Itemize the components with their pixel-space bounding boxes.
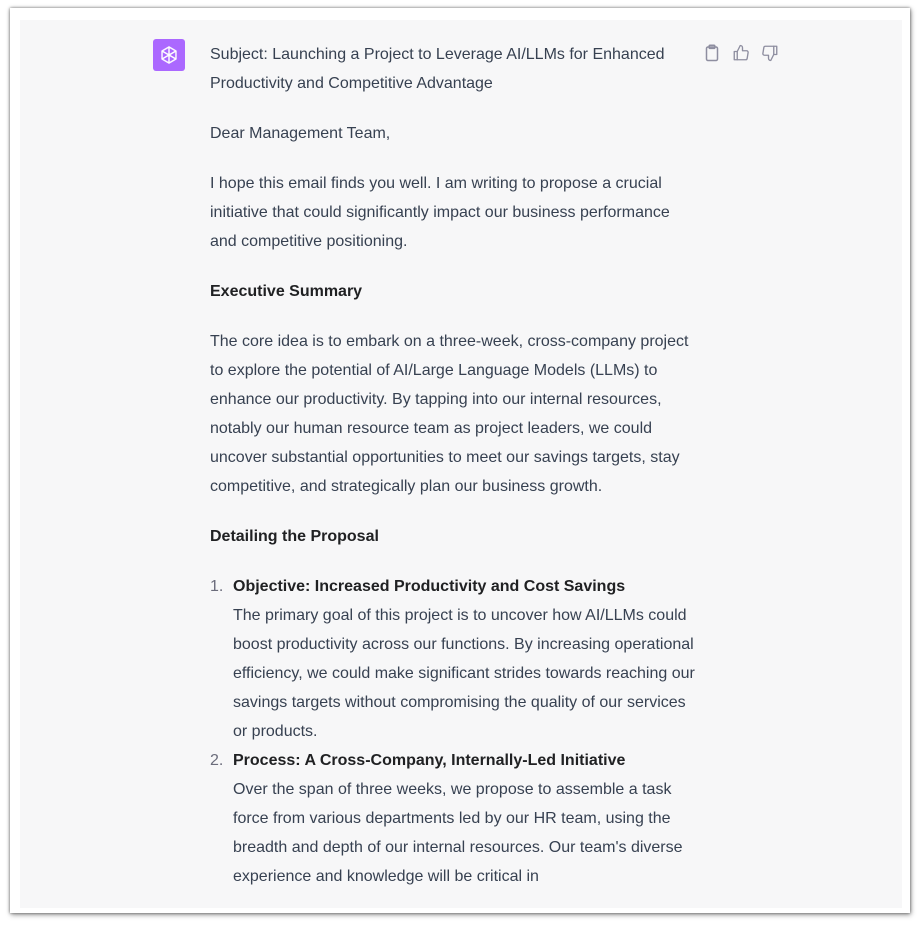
list-item-title: Objective: Increased Productivity and Cost Savings bbox=[233, 578, 626, 595]
screenshot-frame bbox=[10, 8, 910, 913]
message-content bbox=[210, 40, 700, 891]
list-item-number: 2. bbox=[210, 752, 224, 769]
email-intro: I hope this email finds you well. I am writing to propose a crucial initiative that could significantly impact our business performance and competitive positioning. bbox=[210, 175, 670, 250]
email-greeting: Dear Management Team, bbox=[210, 125, 391, 142]
copy-button[interactable] bbox=[702, 43, 721, 62]
list-item-title: Process: A Cross-Company, Internally-Led Initiative bbox=[233, 752, 626, 769]
thumbs-down-button[interactable] bbox=[760, 43, 779, 62]
executive-summary-body: The core idea is to embark on a three-week, cross-company project to explore the potential of AI/Large Language Models (LLMs) to enhance our productivity. By tapping into our internal resources, notably our human resource team as project leaders, we could uncover substantial opportunities to meet our savings targets, stay competitive, and strategically plan our business growth. bbox=[210, 333, 689, 495]
list-item bbox=[210, 746, 700, 891]
thumbs-up-icon bbox=[732, 44, 750, 62]
list-item bbox=[210, 572, 700, 746]
thumbs-down-icon bbox=[761, 44, 779, 62]
list-item-body: Over the span of three weeks, we propose to assemble a task force from various departments led by our HR team, using the breadth and depth of our internal resources. Our team's diverse experience and knowledge will be critical in bbox=[233, 781, 683, 885]
clipboard-icon bbox=[704, 44, 720, 62]
proposal-list bbox=[210, 572, 700, 891]
openai-logo-icon bbox=[158, 44, 180, 66]
chat-message-panel bbox=[20, 20, 902, 908]
list-item-body: The primary goal of this project is to uncover how AI/LLMs could boost productivity across our functions. By increasing operational efficiency, we could make significant strides towards reaching our savings targets without compromising the quality of our services or products. bbox=[233, 607, 695, 740]
executive-summary-heading: Executive Summary bbox=[210, 283, 363, 300]
message-actions bbox=[702, 43, 779, 62]
thumbs-up-button[interactable] bbox=[731, 43, 750, 62]
proposal-heading: Detailing the Proposal bbox=[210, 528, 379, 545]
email-subject: Subject: Launching a Project to Leverage AI/LLMs for Enhanced Productivity and Competitive Advantage bbox=[210, 46, 665, 92]
assistant-avatar bbox=[153, 39, 185, 71]
list-item-number: 1. bbox=[210, 578, 224, 595]
